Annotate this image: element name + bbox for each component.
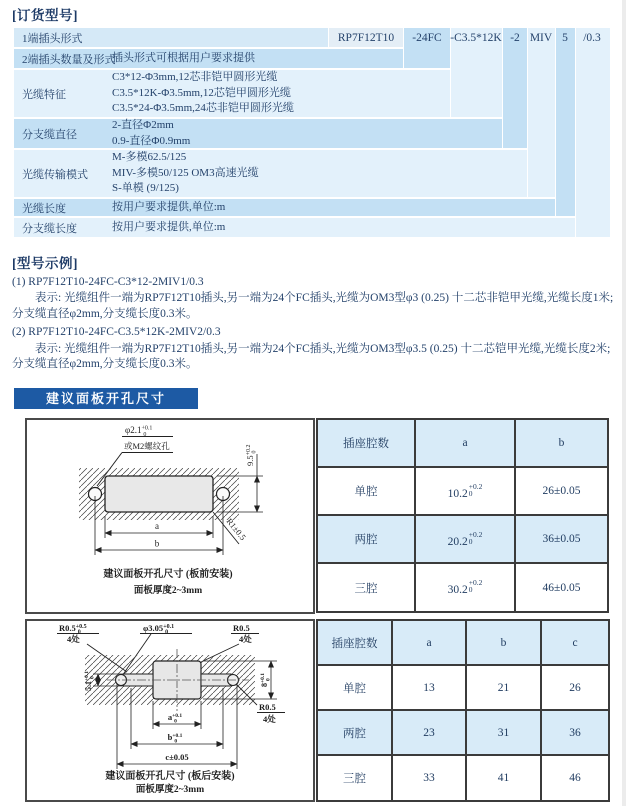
dim-c-value: 46 xyxy=(541,755,609,801)
dim-a-value: 33 xyxy=(392,755,466,801)
rear-mount-dim-table xyxy=(316,619,610,802)
dim-b-value: 41 xyxy=(466,755,541,801)
radius-topleft-label: $R0.5^{+0.5}$ 0 xyxy=(59,623,87,636)
example-code: (1) RP7F12T10-24FC-C3*12-2MIV1/0.3 xyxy=(12,275,204,288)
row-desc-line: M-多模62.5/125 xyxy=(112,151,187,164)
cavity-count: 单腔 xyxy=(317,665,392,710)
drawing-caption-thickness: 面板厚度2~3mm xyxy=(133,586,203,596)
row-label: 分支缆直径 xyxy=(22,128,77,141)
row-desc-line: MIV-多模50/125 OM3高速光缆 xyxy=(112,166,259,179)
row-desc-line: S-单模 (9/125) xyxy=(112,182,179,195)
code-segment-1: RP7F12T10 xyxy=(337,32,395,44)
cavity-count: 三腔 xyxy=(317,755,392,801)
radius-bottomright-count: 4处 xyxy=(263,714,276,724)
cavity-count: 三腔 xyxy=(317,563,415,612)
table-row xyxy=(317,515,608,563)
thread-note-label: 或M2螺纹孔 xyxy=(124,441,170,451)
radius-topright-count: 4处 xyxy=(239,634,252,644)
dim-b-value: 26±0.05 xyxy=(515,467,608,515)
front-mount-drawing xyxy=(27,420,309,608)
section-title-ordering: [订货型号] xyxy=(12,8,78,23)
col-header: a xyxy=(415,419,515,467)
hole-dia-label: $\varphi 3.05^{+0.1}$ 0 xyxy=(143,623,175,636)
row-label: 2端插头数量及形式 xyxy=(22,53,116,66)
dim-a-value: 20.2 +0.2 0 xyxy=(415,515,515,563)
code-segment-2: -24FC xyxy=(412,32,442,44)
col-header: 插座腔数 xyxy=(317,419,415,467)
table-row xyxy=(317,755,609,801)
model-examples-section xyxy=(12,256,614,373)
order-row-7 xyxy=(14,218,612,237)
example-code: (2) RP7F12T10-24FC-C3.5*12K-2MIV2/0.3 xyxy=(12,326,221,338)
front-mount-dim-table xyxy=(316,418,609,613)
col-header: b xyxy=(515,419,608,467)
front-mount-drawing-box xyxy=(25,418,315,614)
drawing-caption-thickness: 面板厚度2~3mm xyxy=(135,785,205,795)
dim-a-value: 23 xyxy=(392,710,466,755)
code-segment-7: /0.3 xyxy=(583,32,601,44)
dim-a-label: a xyxy=(155,521,159,531)
rear-mount-drawing xyxy=(27,621,309,796)
radius-topleft-count: 4处 xyxy=(67,634,80,644)
code-segment-6: 5 xyxy=(562,32,568,44)
dim-a-value: 10.2 +0.2 0 xyxy=(415,467,515,515)
col-header: 插座腔数 xyxy=(317,620,392,665)
cavity-count: 单腔 xyxy=(317,467,415,515)
order-row-2 xyxy=(14,49,612,68)
left-dim-label: $5.1^{+0.1}0$ xyxy=(84,670,96,691)
dim-b-value: 46±0.05 xyxy=(515,563,608,612)
col-header: b xyxy=(466,620,541,665)
dim-b-label: b xyxy=(154,538,160,549)
row-desc-line: C3*12-Φ3mm,12芯非铠甲圆形光缆 xyxy=(112,71,278,84)
row-desc-line: 按用户要求提供,单位:m xyxy=(112,220,226,233)
col-header: c xyxy=(541,620,609,665)
radius-topright-label: R0.5 xyxy=(233,623,250,633)
order-row-1 xyxy=(14,28,612,47)
row-desc-line: C3.5*12K-Φ3.5mm,12芯铠甲圆形光缆 xyxy=(112,86,291,99)
row-label: 光缆特征 xyxy=(22,88,66,101)
row-desc-line: 2-直径Φ2mm xyxy=(112,119,174,131)
right-dim-label: $8^{+0.1}0$ xyxy=(260,672,272,687)
page-edge xyxy=(622,0,626,806)
row-label: 光缆传输模式 xyxy=(22,168,88,181)
drawing-caption: 建议面板开孔尺寸 (板后安装) xyxy=(105,771,235,782)
code-segment-3: -C3.5*12K xyxy=(450,32,502,44)
code-segment-4: -2 xyxy=(510,32,520,44)
row-desc-line: C3.5*24-Φ3.5mm,24芯非铠甲圆形光缆 xyxy=(112,102,294,115)
dim-c-value: 36 xyxy=(541,710,609,755)
row-label: 1端插头形式 xyxy=(22,32,83,45)
dim-a-value: 30.2 +0.2 0 xyxy=(415,563,515,612)
hole-dia-label: $\varphi 2.1^{+0.1}$ 0 xyxy=(125,425,153,438)
row-label: 分支缆长度 xyxy=(22,222,77,235)
dim-b-value: 31 xyxy=(466,710,541,755)
drawing-caption: 建议面板开孔尺寸 (板前安装) xyxy=(103,569,233,580)
radius-bottomright-label: R0.5 xyxy=(259,702,276,712)
order-row-4 xyxy=(14,119,612,148)
dim-b-value: 36±0.05 xyxy=(515,515,608,563)
row-desc-line: 插头形式可根据用户要求提供 xyxy=(112,51,255,64)
ordering-code-table xyxy=(14,28,612,237)
order-row-3 xyxy=(14,70,612,117)
example-desc: 表示: 光缆组件一端为RP7F12T10插头,另一端为24个FC插头,光缆为OM3型φ3 (0.25) 十二芯非铠甲光缆,光缆长度1米;分支缆直径φ2mm,分支缆长度0.3米。 xyxy=(12,292,614,320)
order-row-6 xyxy=(14,199,612,216)
rear-mount-drawing-box xyxy=(25,619,315,802)
order-row-5 xyxy=(14,150,612,197)
table-row xyxy=(317,563,608,612)
cavity-count: 两腔 xyxy=(317,515,415,563)
table-row xyxy=(317,665,609,710)
row-desc-line: 0.9-直径Φ0.9mm xyxy=(112,134,191,147)
section-title-examples: [型号示例] xyxy=(12,256,78,271)
dim-c-label: c±0.05 xyxy=(165,752,189,762)
dim-c-value: 26 xyxy=(541,665,609,710)
dim-b-value: 21 xyxy=(466,665,541,710)
col-header: a xyxy=(392,620,466,665)
dim-a-value: 13 xyxy=(392,665,466,710)
row-label: 光缆长度 xyxy=(22,202,66,215)
row-desc-line: 按用户要求提供,单位:m xyxy=(112,200,226,213)
section-banner-panel-cutout: 建议面板开孔尺寸 xyxy=(14,388,198,409)
dim-a-label: $a^{+0.1}$ 0 xyxy=(167,712,183,725)
dim-b-label: $b^{+0.1}$ 0 xyxy=(167,732,183,745)
cavity-count: 两腔 xyxy=(317,710,392,755)
corner-radius-label: R1±0.5 xyxy=(224,516,249,543)
table-row xyxy=(317,467,608,515)
table-row xyxy=(317,710,609,755)
example-desc: 表示: 光缆组件一端为RP7F12T10插头,另一端为24个FC插头,光缆为OM3型φ3.5 (0.25) 十二芯铠甲光缆,光缆长度2米;分支缆直径φ2mm,分支缆长度0.3米。 xyxy=(12,342,611,370)
code-segment-5: MIV xyxy=(529,32,553,44)
cutout-rect xyxy=(105,476,213,512)
vertical-dim-label: $9.5^{+0.2}0$ xyxy=(245,444,258,466)
